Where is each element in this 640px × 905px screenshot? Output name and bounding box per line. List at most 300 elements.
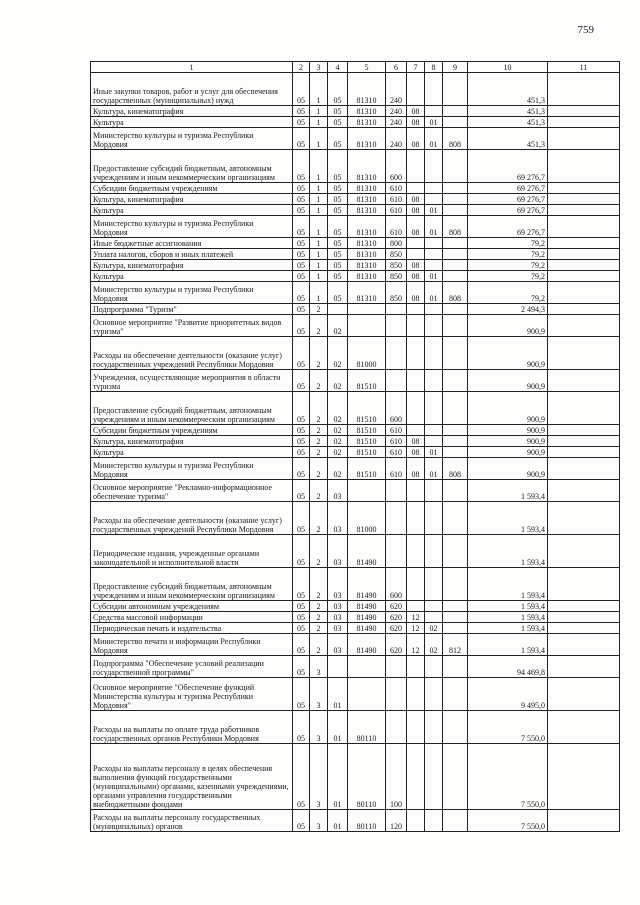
code-cell: 240	[386, 73, 407, 106]
amount-cell: 1 593,4	[468, 535, 548, 568]
code-cell	[443, 370, 468, 392]
code-cell: 81310	[348, 205, 386, 216]
code-cell: 08	[407, 436, 425, 447]
code-cell: 81510	[348, 436, 386, 447]
row-name-cell: Культура, кинематография	[91, 194, 293, 205]
code-cell	[386, 480, 407, 502]
code-cell: 240	[386, 117, 407, 128]
code-cell: 05	[293, 271, 310, 282]
code-cell: 05	[293, 73, 310, 106]
code-cell: 02	[328, 315, 348, 337]
code-cell: 620	[386, 623, 407, 634]
code-cell: 05	[328, 194, 348, 205]
row-name-cell: Культура	[91, 117, 293, 128]
amount-cell: 79,2	[468, 249, 548, 260]
table-row	[91, 260, 620, 271]
amount-cell: 1 593,4	[468, 601, 548, 612]
row-name-cell: Иные закупки товаров, работ и услуг для обеспечения государственных (муниципальных) нужд	[91, 73, 293, 106]
row-name-cell: Министерство культуры и туризма Республики Мордовия	[91, 128, 293, 150]
code-cell: 620	[386, 601, 407, 612]
row-name-cell: Подпрограмма "Обеспечение условий реализации государственной программы"	[91, 656, 293, 678]
code-cell: 81310	[348, 238, 386, 249]
empty-cell	[548, 128, 620, 150]
empty-cell	[548, 458, 620, 480]
code-cell	[386, 711, 407, 744]
empty-cell	[548, 568, 620, 601]
column-header: 1	[91, 62, 293, 73]
code-cell: 1	[310, 117, 328, 128]
amount-cell: 1 593,4	[468, 634, 548, 656]
code-cell: 620	[386, 634, 407, 656]
code-cell: 05	[293, 502, 310, 535]
code-cell: 81310	[348, 150, 386, 183]
code-cell: 81310	[348, 73, 386, 106]
code-cell: 1	[310, 249, 328, 260]
code-cell: 01	[425, 216, 443, 238]
code-cell: 610	[386, 216, 407, 238]
code-cell	[386, 678, 407, 711]
row-name-cell: Культура	[91, 447, 293, 458]
code-cell: 240	[386, 106, 407, 117]
amount-cell: 7 550,0	[468, 711, 548, 744]
code-cell	[425, 810, 443, 832]
code-cell: 120	[386, 810, 407, 832]
code-cell	[425, 73, 443, 106]
code-cell: 05	[328, 106, 348, 117]
code-cell: 02	[328, 447, 348, 458]
code-cell: 03	[328, 601, 348, 612]
code-cell	[407, 810, 425, 832]
code-cell: 2	[310, 535, 328, 568]
code-cell: 81310	[348, 260, 386, 271]
row-name-cell: Иные бюджетные ассигнования	[91, 238, 293, 249]
code-cell: 1	[310, 205, 328, 216]
code-cell: 05	[293, 183, 310, 194]
code-cell: 03	[328, 480, 348, 502]
amount-cell: 79,2	[468, 238, 548, 249]
code-cell	[407, 480, 425, 502]
code-cell	[425, 568, 443, 601]
code-cell: 08	[407, 194, 425, 205]
column-header: 9	[443, 62, 468, 73]
code-cell: 808	[443, 216, 468, 238]
code-cell: 02	[328, 392, 348, 425]
code-cell: 610	[386, 458, 407, 480]
code-cell: 01	[328, 678, 348, 711]
amount-cell: 1 593,4	[468, 612, 548, 623]
code-cell: 2	[310, 304, 328, 315]
code-cell: 81510	[348, 392, 386, 425]
amount-cell: 69 276,7	[468, 183, 548, 194]
code-cell: 05	[328, 183, 348, 194]
code-cell	[425, 711, 443, 744]
code-cell	[425, 392, 443, 425]
table-row	[91, 315, 620, 337]
code-cell	[425, 436, 443, 447]
code-cell	[425, 106, 443, 117]
code-cell: 01	[425, 282, 443, 304]
empty-cell	[548, 315, 620, 337]
code-cell: 81310	[348, 194, 386, 205]
code-cell: 81310	[348, 183, 386, 194]
row-name-cell: Министерство печати и информации Республики Мордовия	[91, 634, 293, 656]
code-cell: 2	[310, 502, 328, 535]
code-cell: 08	[407, 447, 425, 458]
row-name-cell: Расходы на выплаты персоналу государственных (муниципальных) органов	[91, 810, 293, 832]
table-row	[91, 271, 620, 282]
row-name-cell: Уплата налогов, сборов и иных платежей	[91, 249, 293, 260]
row-name-cell: Расходы на выплаты по оплате труда работников государственных органов Республики Мордовия	[91, 711, 293, 744]
code-cell: 81310	[348, 271, 386, 282]
table-row	[91, 535, 620, 568]
table-row	[91, 282, 620, 304]
code-cell	[443, 623, 468, 634]
code-cell: 05	[293, 205, 310, 216]
code-cell	[443, 194, 468, 205]
code-cell: 1	[310, 282, 328, 304]
code-cell: 81490	[348, 535, 386, 568]
code-cell: 05	[328, 260, 348, 271]
code-cell	[328, 656, 348, 678]
code-cell	[425, 601, 443, 612]
code-cell: 80110	[348, 711, 386, 744]
code-cell: 2	[310, 370, 328, 392]
budget-table	[90, 61, 620, 832]
amount-cell: 900,9	[468, 458, 548, 480]
table-header-row	[91, 62, 620, 73]
row-name-cell: Подпрограмма "Туризм"	[91, 304, 293, 315]
code-cell	[348, 678, 386, 711]
code-cell: 80110	[348, 810, 386, 832]
code-cell: 05	[293, 612, 310, 623]
row-name-cell: Субсидии автономным учреждениям	[91, 601, 293, 612]
code-cell: 1	[310, 238, 328, 249]
table-row	[91, 150, 620, 183]
empty-cell	[548, 392, 620, 425]
code-cell: 01	[328, 744, 348, 810]
code-cell	[407, 601, 425, 612]
row-name-cell: Расходы на обеспечение деятельности (оказание услуг) государственных учреждений Республики Мордовия	[91, 502, 293, 535]
code-cell: 2	[310, 392, 328, 425]
code-cell	[425, 315, 443, 337]
code-cell: 1	[310, 271, 328, 282]
code-cell: 81310	[348, 106, 386, 117]
code-cell: 02	[328, 370, 348, 392]
code-cell	[425, 678, 443, 711]
code-cell	[443, 678, 468, 711]
code-cell: 02	[328, 337, 348, 370]
row-name-cell: Периодическая печать и издательства	[91, 623, 293, 634]
empty-cell	[548, 304, 620, 315]
code-cell: 08	[407, 205, 425, 216]
code-cell	[443, 260, 468, 271]
code-cell	[425, 238, 443, 249]
code-cell	[407, 304, 425, 315]
row-name-cell: Предоставление субсидий бюджетным, автономным учреждениям и иным некоммерческим организациям	[91, 392, 293, 425]
empty-cell	[548, 810, 620, 832]
row-name-cell: Культура, кинематография	[91, 260, 293, 271]
code-cell: 01	[425, 128, 443, 150]
code-cell: 3	[310, 678, 328, 711]
code-cell: 808	[443, 458, 468, 480]
code-cell: 03	[328, 612, 348, 623]
code-cell: 2	[310, 425, 328, 436]
empty-cell	[548, 711, 620, 744]
column-header: 4	[328, 62, 348, 73]
row-name-cell: Культура	[91, 205, 293, 216]
code-cell: 2	[310, 634, 328, 656]
row-name-cell: Учреждения, осуществляющие мероприятия в области туризма	[91, 370, 293, 392]
code-cell: 05	[293, 392, 310, 425]
code-cell: 08	[407, 282, 425, 304]
code-cell: 08	[407, 271, 425, 282]
code-cell: 12	[407, 634, 425, 656]
code-cell: 03	[328, 623, 348, 634]
code-cell: 81310	[348, 249, 386, 260]
code-cell: 1	[310, 260, 328, 271]
empty-cell	[548, 612, 620, 623]
code-cell: 01	[425, 447, 443, 458]
code-cell: 02	[425, 623, 443, 634]
code-cell: 05	[293, 238, 310, 249]
code-cell: 05	[293, 656, 310, 678]
code-cell: 05	[293, 216, 310, 238]
code-cell	[348, 304, 386, 315]
code-cell	[407, 315, 425, 337]
code-cell: 610	[386, 205, 407, 216]
amount-cell: 451,3	[468, 73, 548, 106]
code-cell: 05	[293, 810, 310, 832]
code-cell: 1	[310, 128, 328, 150]
code-cell: 2	[310, 337, 328, 370]
code-cell: 05	[328, 128, 348, 150]
page-number: 759	[577, 24, 594, 36]
code-cell: 05	[293, 249, 310, 260]
column-header: 2	[293, 62, 310, 73]
code-cell: 2	[310, 436, 328, 447]
code-cell: 02	[328, 436, 348, 447]
code-cell	[443, 502, 468, 535]
table-row	[91, 480, 620, 502]
column-header: 5	[348, 62, 386, 73]
code-cell	[425, 425, 443, 436]
empty-cell	[548, 502, 620, 535]
amount-cell: 7 550,0	[468, 744, 548, 810]
code-cell: 808	[443, 128, 468, 150]
code-cell	[407, 249, 425, 260]
code-cell: 1	[310, 194, 328, 205]
code-cell	[407, 392, 425, 425]
code-cell: 1	[310, 73, 328, 106]
amount-cell: 900,9	[468, 436, 548, 447]
code-cell	[407, 183, 425, 194]
code-cell	[425, 656, 443, 678]
empty-cell	[548, 205, 620, 216]
code-cell: 1	[310, 106, 328, 117]
code-cell	[328, 304, 348, 315]
code-cell	[407, 744, 425, 810]
code-cell: 2	[310, 480, 328, 502]
code-cell: 05	[293, 315, 310, 337]
table-body	[91, 73, 620, 832]
empty-cell	[548, 73, 620, 106]
code-cell: 05	[328, 117, 348, 128]
code-cell	[425, 304, 443, 315]
code-cell	[407, 337, 425, 370]
code-cell	[386, 337, 407, 370]
row-name-cell: Основное мероприятие "Рекламно-информационное обеспечение туризма"	[91, 480, 293, 502]
code-cell	[443, 238, 468, 249]
code-cell: 81510	[348, 447, 386, 458]
code-cell: 05	[293, 425, 310, 436]
code-cell	[386, 315, 407, 337]
amount-cell: 2 494,3	[468, 304, 548, 315]
code-cell	[348, 315, 386, 337]
code-cell	[425, 194, 443, 205]
empty-cell	[548, 117, 620, 128]
table-row	[91, 117, 620, 128]
row-name-cell: Основное мероприятие "Развитие приоритетных видов туризма"	[91, 315, 293, 337]
code-cell	[443, 612, 468, 623]
row-name-cell: Культура	[91, 271, 293, 282]
code-cell: 01	[425, 205, 443, 216]
empty-cell	[548, 194, 620, 205]
column-header: 3	[310, 62, 328, 73]
code-cell: 1	[310, 150, 328, 183]
table-row	[91, 216, 620, 238]
table-row	[91, 425, 620, 436]
amount-cell: 79,2	[468, 271, 548, 282]
code-cell: 02	[328, 458, 348, 480]
code-cell: 05	[293, 117, 310, 128]
amount-cell: 451,3	[468, 106, 548, 117]
table-row	[91, 73, 620, 106]
table-row	[91, 678, 620, 711]
table-row	[91, 370, 620, 392]
code-cell	[386, 502, 407, 535]
code-cell: 81310	[348, 216, 386, 238]
code-cell: 12	[407, 623, 425, 634]
code-cell: 05	[293, 601, 310, 612]
code-cell	[443, 810, 468, 832]
code-cell: 05	[293, 535, 310, 568]
empty-cell	[548, 282, 620, 304]
code-cell: 01	[328, 711, 348, 744]
code-cell	[386, 656, 407, 678]
row-name-cell: Предоставление субсидий бюджетным, автономным учреждениям и иным некоммерческим организациям	[91, 150, 293, 183]
table-row	[91, 601, 620, 612]
code-cell: 08	[407, 216, 425, 238]
code-cell: 3	[310, 656, 328, 678]
code-cell: 08	[407, 106, 425, 117]
code-cell: 81510	[348, 425, 386, 436]
code-cell: 05	[328, 73, 348, 106]
empty-cell	[548, 535, 620, 568]
table-row	[91, 634, 620, 656]
code-cell: 81490	[348, 601, 386, 612]
code-cell: 05	[293, 480, 310, 502]
code-cell: 03	[328, 634, 348, 656]
amount-cell: 900,9	[468, 315, 548, 337]
table-row	[91, 304, 620, 315]
code-cell: 2	[310, 315, 328, 337]
code-cell: 81490	[348, 568, 386, 601]
column-header: 7	[407, 62, 425, 73]
table-row	[91, 656, 620, 678]
code-cell: 05	[293, 370, 310, 392]
code-cell: 100	[386, 744, 407, 810]
code-cell: 05	[328, 238, 348, 249]
code-cell	[348, 656, 386, 678]
empty-cell	[548, 634, 620, 656]
amount-cell: 69 276,7	[468, 205, 548, 216]
empty-cell	[548, 447, 620, 458]
code-cell: 81000	[348, 337, 386, 370]
code-cell: 240	[386, 128, 407, 150]
code-cell	[407, 370, 425, 392]
code-cell	[443, 480, 468, 502]
amount-cell: 1 593,4	[468, 568, 548, 601]
code-cell	[443, 656, 468, 678]
code-cell: 03	[328, 535, 348, 568]
code-cell	[443, 744, 468, 810]
code-cell: 08	[407, 260, 425, 271]
code-cell	[425, 337, 443, 370]
empty-cell	[548, 238, 620, 249]
code-cell: 808	[443, 282, 468, 304]
code-cell: 600	[386, 392, 407, 425]
code-cell	[443, 271, 468, 282]
code-cell: 3	[310, 711, 328, 744]
table-row	[91, 205, 620, 216]
row-name-cell: Расходы на выплаты персоналу в целях обеспечения выполнения функций государственными (муниципальными) органами, казенными учреждениями, органами управления государственными внебюджетными фондами	[91, 744, 293, 810]
code-cell: 81510	[348, 370, 386, 392]
table-row	[91, 194, 620, 205]
amount-cell: 900,9	[468, 447, 548, 458]
code-cell: 05	[293, 304, 310, 315]
code-cell	[425, 612, 443, 623]
code-cell: 81490	[348, 634, 386, 656]
code-cell: 812	[443, 634, 468, 656]
row-name-cell: Культура, кинематография	[91, 436, 293, 447]
amount-cell: 900,9	[468, 370, 548, 392]
table-row	[91, 711, 620, 744]
code-cell: 05	[293, 337, 310, 370]
row-name-cell: Основное мероприятие "Обеспечение функций Министерства культуры и туризма Республики Мордовия"	[91, 678, 293, 711]
table-row	[91, 568, 620, 601]
code-cell: 05	[293, 128, 310, 150]
code-cell	[407, 425, 425, 436]
code-cell: 600	[386, 150, 407, 183]
code-cell	[407, 238, 425, 249]
code-cell: 05	[328, 205, 348, 216]
empty-cell	[548, 337, 620, 370]
code-cell: 05	[293, 744, 310, 810]
empty-cell	[548, 370, 620, 392]
empty-cell	[548, 271, 620, 282]
code-cell: 1	[310, 183, 328, 194]
row-name-cell: Субсидии бюджетным учреждениям	[91, 183, 293, 194]
amount-cell: 69 276,7	[468, 150, 548, 183]
code-cell: 01	[425, 458, 443, 480]
column-header: 6	[386, 62, 407, 73]
table-row	[91, 810, 620, 832]
code-cell	[443, 601, 468, 612]
code-cell: 850	[386, 260, 407, 271]
amount-cell: 69 276,7	[468, 194, 548, 205]
code-cell	[425, 150, 443, 183]
code-cell: 2	[310, 623, 328, 634]
